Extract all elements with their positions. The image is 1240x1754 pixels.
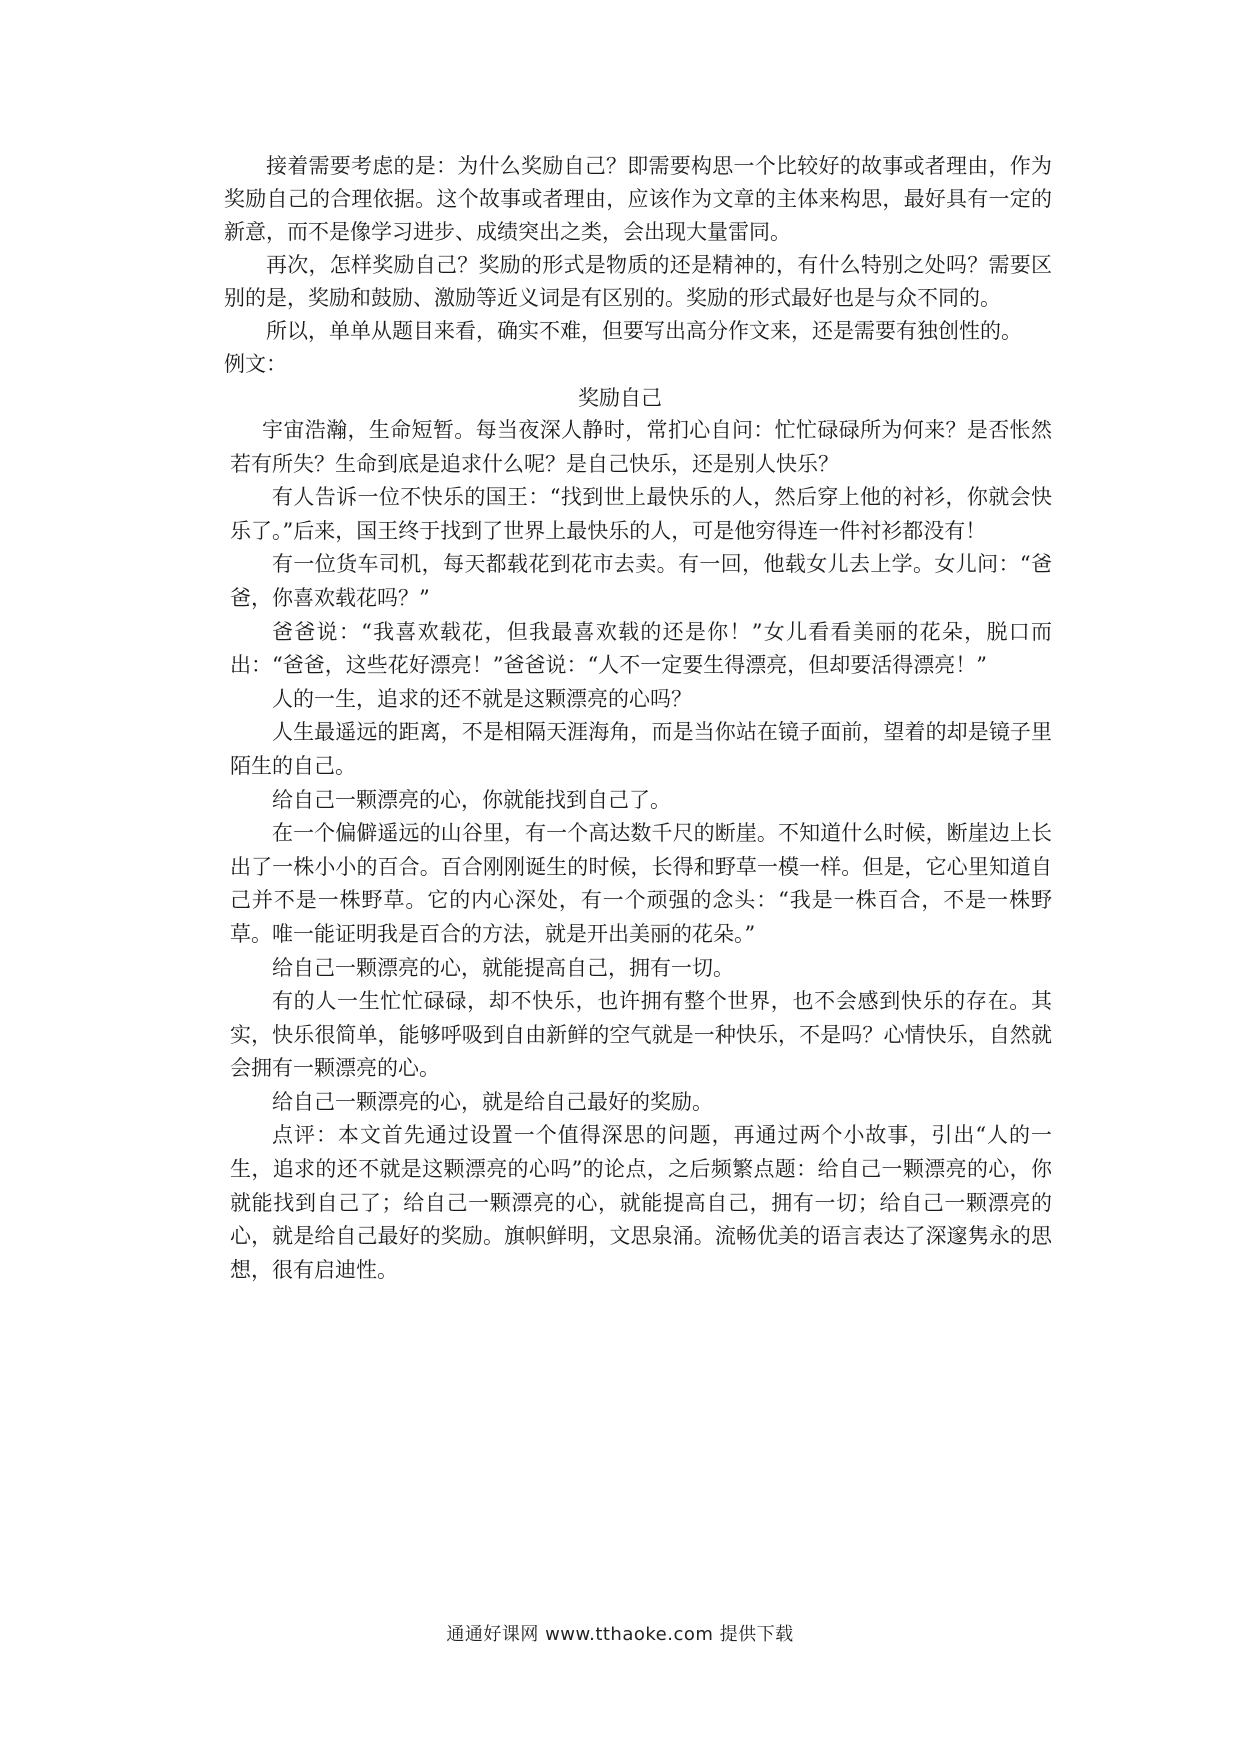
example-label: 例文：	[224, 352, 287, 376]
essay-paragraph: 有一位货车司机，每天都载花到花市去卖。有一回，他载女儿去上学。女儿问：“爸爸，你喜欢载花吗？”	[230, 552, 1052, 610]
essay-paragraph: 给自己一颗漂亮的心，你就能找到自己了。	[272, 787, 671, 812]
essay-paragraph: 人的一生，追求的还不就是这颗漂亮的心吗？	[272, 686, 692, 711]
footer-source-text: 通通好课网 www.tthaoke.com 提供下载	[446, 1624, 794, 1645]
essay-paragraph: 有的人一生忙忙碌碌，却不快乐，也许拥有整个世界，也不会感到快乐的存在。其实，快乐很简单，能够呼吸到自由新鲜的空气就是一种快乐，不是吗？心情快乐，自然就会拥有一颗漂亮的心。	[230, 989, 1052, 1081]
essay-paragraph: 给自己一颗漂亮的心，就能提高自己，拥有一切。	[272, 955, 734, 980]
essay-paragraph: 在一个偏僻遥远的山谷里，有一个高达数千尺的断崖。不知道什么时候，断崖边上长出了一株小小的百合。百合刚刚诞生的时候，长得和野草一模一样。但是，它心里知道自己并不是一株野草。它的内心深处，有一个顽强的念头：“我是一株百合，不是一株野草。唯一能证明我是百合的方法，就是开出美丽的花朵。”	[230, 821, 1052, 946]
intro-paragraph: 所以，单单从题目来看，确实不难，但要写出高分作文来，还是需要有独创性的。	[266, 319, 1022, 343]
essay-paragraph: 宇宙浩瀚，生命短暂。每当夜深人静时，常扪心自问：忙忙碌碌所为何来？是否怅然若有所失？生命到底是追求什么呢？是自己快乐，还是别人快乐？	[230, 418, 1052, 476]
commentary-paragraph: 点评：本文首先通过设置一个值得深思的问题，再通过两个小故事，引出“人的一生，追求的还不就是这颗漂亮的心吗”的论点，之后频繁点题：给自己一颗漂亮的心，你就能找到自己了；给自己一颗漂亮的心，就能提高自己，拥有一切；给自己一颗漂亮的心，就是给自己最好的奖励。旗帜鲜明，文思泉涌。流畅优美的语言表达了深邃隽永的思想，很有启迪性。	[230, 1123, 1052, 1282]
essay-paragraph: 有人告诉一位不快乐的国王：“找到世上最快乐的人，然后穿上他的衬衫，你就会快乐了。”后来，国王终于找到了世界上最快乐的人，可是他穷得连一件衬衫都没有！	[230, 485, 1052, 543]
intro-section	[224, 150, 1052, 381]
essay-title: 奖励自己	[578, 386, 662, 410]
essay-paragraph: 爸爸说：“我喜欢载花，但我最喜欢载的还是你！”女儿看看美丽的花朵，脱口而出：“爸爸，这些花好漂亮！”爸爸说：“人不一定要生得漂亮，但却要活得漂亮！”	[230, 619, 1052, 678]
essay-paragraph: 人生最遥远的距离，不是相隔天涯海角，而是当你站在镜子面前，望着的却是镜子里陌生的自己。	[230, 720, 1052, 778]
essay-paragraph: 给自己一颗漂亮的心，就是给自己最好的奖励。	[272, 1089, 713, 1114]
intro-paragraph: 再次，怎样奖励自己？奖励的形式是物质的还是精神的，有什么特别之处吗？需要区别的是，奖励和鼓励、激励等近义词是有区别的。奖励的形式最好也是与众不同的。	[224, 253, 1052, 310]
essay-body	[230, 414, 1052, 1287]
intro-paragraph: 接着需要考虑的是：为什么奖励自己？即需要构思一个比较好的故事或者理由，作为奖励自己的合理依据。这个故事或者理由，应该作为文章的主体来构思，最好具有一定的新意，而不是像学习进步、成绩突出之类，会出现大量雷同。	[224, 154, 1052, 244]
